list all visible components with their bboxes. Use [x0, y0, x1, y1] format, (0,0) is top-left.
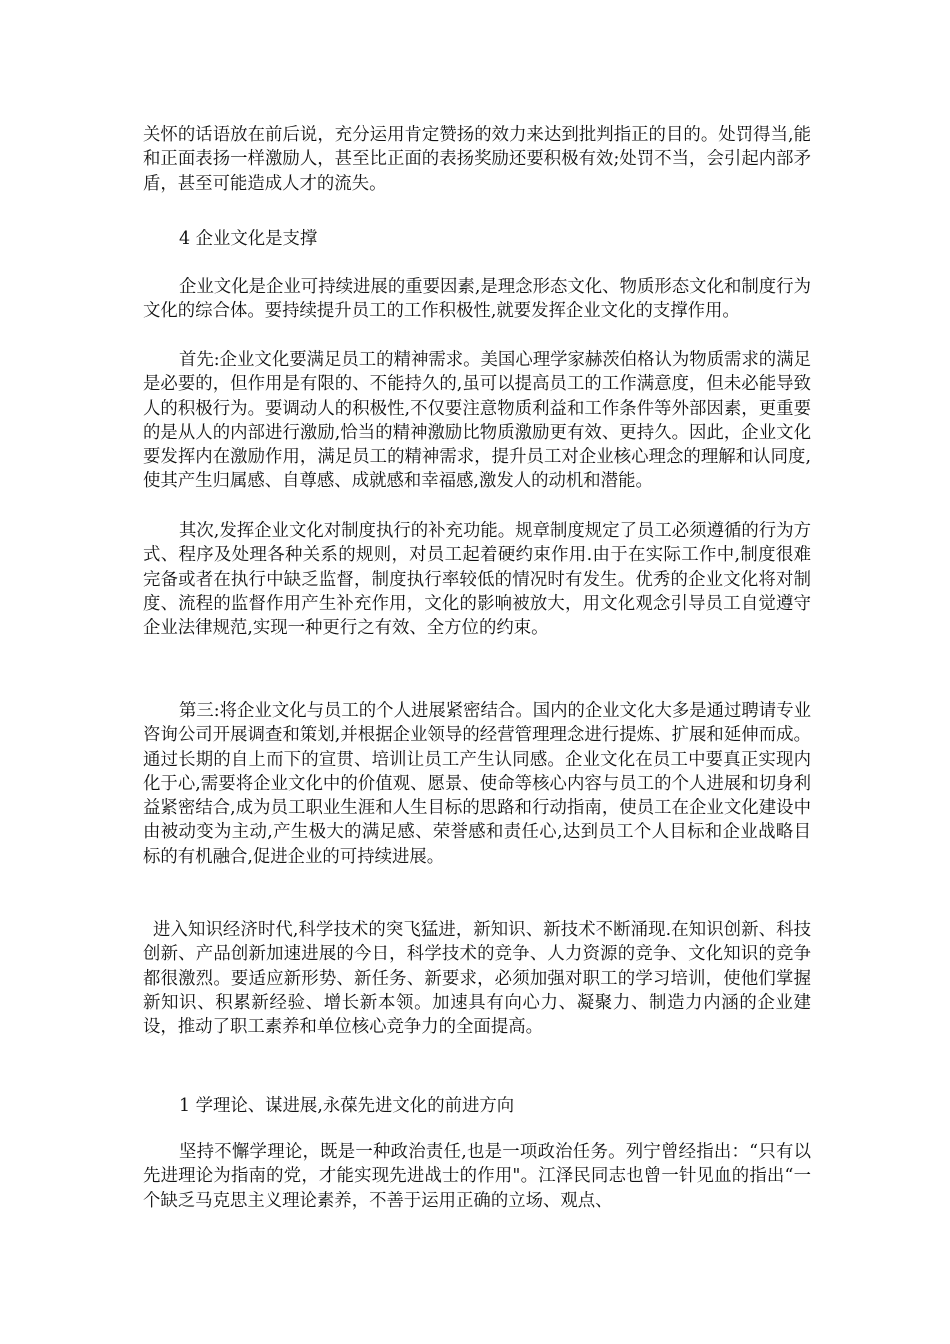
paragraph-knowledge-economy: 进入知识经济时代,科学技术的突飞猛进，新知识、新技术不断涌现.在知识创新、科技创新、产品创新加速进展的今日，科学技术的竞争、人力资源的竞争、文化知识的竞争都很激烈。要适应新形势、新任务、新要求，必须加强对职工的学习培训，使他们掌握新知识、积累新经验、增长新本领。加速具有向心力、凝聚力、制造力内涵的企业建设，推动了职工素养和单位核心竞争力的全面提高。 [143, 920, 811, 1038]
paragraph-second-point: 其次,发挥企业文化对制度执行的补充功能。规章制度规定了员工必须遵循的行为方式、程序及处理各种关系的规则，对员工起着硬约束作用.由于在实际工作中,制度很难完备或者在执行中缺乏监督，制度执行率较低的情况时有发生。优秀的企业文化将对制度、流程的监督作用产生补充作用，文化的影响被放大，用文化观念引导员工自觉遵守企业法律规范,实现一种更行之有效、全方位的约束。 [143, 521, 811, 639]
paragraph-study-theory: 坚持不懈学理论，既是一种政治责任,也是一项政治任务。列宁曾经指出：“只有以先进理论为指南的党，才能实现先进战士的作用"。江泽民同志也曾一针见血的指出“一个缺乏马克思主义理论素养，不善于运用正确的立场、观点、 [143, 1142, 811, 1211]
paragraph-first-point: 首先:企业文化要满足员工的精神需求。美国心理学家赫茨伯格认为物质需求的满足是必要的，但作用是有限的、不能持久的,虽可以提高员工的工作满意度，但未必能导致人的积极行为。要调动人的积极性,不仅要注意物质利益和工作条件等外部因素，更重要的是从人的内部进行激励,恰当的精神激励比物质激励更有效、更持久。因此，企业文化要发挥内在激励作用，满足员工的精神需求，提升员工对企业核心理念的理解和认同度,使其产生归属感、自尊感、成就感和幸福感,激发人的动机和潜能。 [143, 350, 811, 492]
paragraph-culture-intro: 企业文化是企业可持续进展的重要因素,是理念形态文化、物质形态文化和制度行为文化的综合体。要持续提升员工的工作积极性,就要发挥企业文化的支撑作用。 [143, 277, 811, 322]
paragraph-discipline-ending: 关怀的话语放在前后说，充分运用肯定赞扬的效力来达到批判指正的目的。处罚得当,能和正面表扬一样激励人，甚至比正面的表扬奖励还要积极有效;处罚不当，会引起内部矛盾，甚至可能造成人才的流失。 [143, 125, 811, 194]
paragraph-third-point: 第三:将企业文化与员工的个人进展紧密结合。国内的企业文化大多是通过聘请专业咨询公司开展调查和策划,并根据企业领导的经营管理理念进行提炼、扩展和延伸而成。通过长期的自上而下的宣贯、培训让员工产生认同感。企业文化在员工中要真正实现内化于心,需要将企业文化中的价值观、愿景、使命等核心内容与员工的个人进展和切身利益紧密结合,成为员工职业生涯和人生目标的思路和行动指南，使员工在企业文化建设中由被动变为主动,产生极大的满足感、荣誉感和责任心,达到员工个人目标和企业战略目标的有机融合,促进企业的可持续进展。 [143, 701, 811, 867]
section-heading-study-theory: 1 学理论、谋进展,永葆先进文化的前进方向 [179, 1096, 515, 1116]
section-heading-corporate-culture: 4 企业文化是支撑 [179, 229, 318, 249]
